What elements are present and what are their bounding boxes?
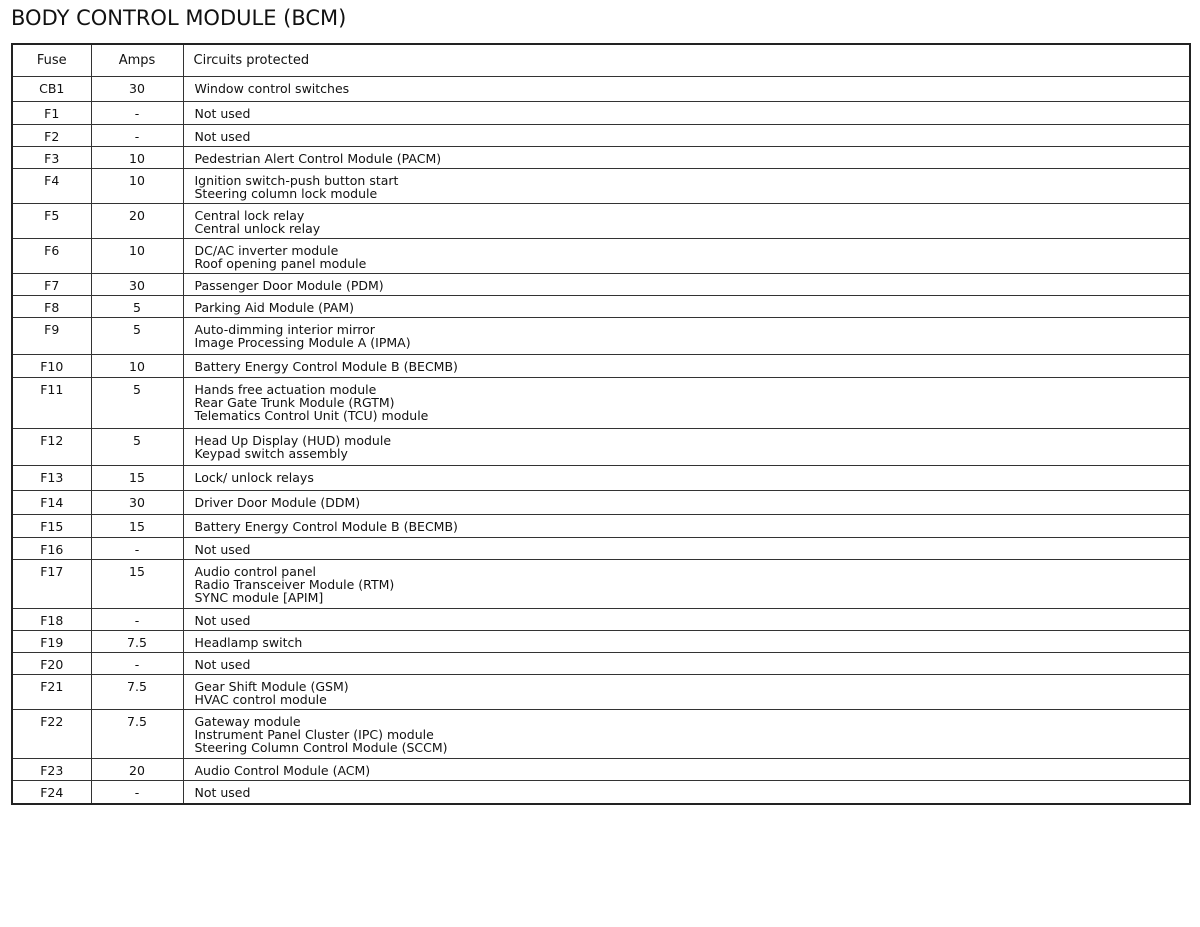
fuse-cell: F17 xyxy=(12,560,91,609)
table-header-row xyxy=(12,44,1190,77)
circuit-line: Gear Shift Module (GSM) xyxy=(194,679,349,694)
amps-cell: 10 xyxy=(91,147,183,169)
circuits-cell xyxy=(183,515,1190,538)
amps-cell: 30 xyxy=(91,274,183,296)
amps-cell: 7.5 xyxy=(91,710,183,759)
circuit-line: Lock/ unlock relays xyxy=(194,470,314,485)
circuits-cell xyxy=(183,102,1190,125)
circuit-line: Not used xyxy=(194,613,251,628)
table-row xyxy=(12,675,1190,710)
amps-cell: - xyxy=(91,125,183,147)
circuits-cell xyxy=(183,77,1190,102)
circuit-line: Roof opening panel module xyxy=(194,256,367,271)
amps-cell: 30 xyxy=(91,491,183,515)
table-row xyxy=(12,239,1190,274)
amps-cell: 5 xyxy=(91,378,183,429)
amps-cell: - xyxy=(91,102,183,125)
amps-cell: 7.5 xyxy=(91,675,183,710)
table-body xyxy=(12,77,1190,804)
amps-cell: 30 xyxy=(91,77,183,102)
amps-cell: 5 xyxy=(91,296,183,318)
amps-cell: - xyxy=(91,609,183,631)
circuit-line: HVAC control module xyxy=(194,692,327,707)
circuits-cell xyxy=(183,274,1190,296)
circuit-line: Not used xyxy=(194,106,251,121)
amps-cell: 20 xyxy=(91,759,183,781)
circuits-cell xyxy=(183,781,1190,804)
amps-cell: 10 xyxy=(91,239,183,274)
circuit-line: Parking Aid Module (PAM) xyxy=(194,300,355,315)
circuits-cell xyxy=(183,759,1190,781)
amps-cell: 15 xyxy=(91,560,183,609)
circuit-line: Not used xyxy=(194,657,251,672)
circuits-cell xyxy=(183,125,1190,147)
fuse-cell: F8 xyxy=(12,296,91,318)
fuse-cell: F9 xyxy=(12,318,91,355)
table-row xyxy=(12,631,1190,653)
fuse-cell: F10 xyxy=(12,355,91,378)
fuse-cell: F21 xyxy=(12,675,91,710)
circuit-line: Audio control panel xyxy=(194,564,316,579)
fuse-cell: F3 xyxy=(12,147,91,169)
table-row xyxy=(12,710,1190,759)
circuits-cell xyxy=(183,239,1190,274)
table-row xyxy=(12,781,1190,804)
circuit-line: Auto-dimming interior mirror xyxy=(194,322,375,337)
table-row xyxy=(12,491,1190,515)
circuit-line: Audio Control Module (ACM) xyxy=(194,763,371,778)
circuits-cell xyxy=(183,631,1190,653)
column-header-fuse: Fuse xyxy=(12,44,91,77)
circuit-line: SYNC module [APIM] xyxy=(194,590,324,605)
circuit-line: Pedestrian Alert Control Module (PACM) xyxy=(194,151,442,166)
amps-cell: 7.5 xyxy=(91,631,183,653)
table-row xyxy=(12,515,1190,538)
circuits-cell xyxy=(183,560,1190,609)
table-row xyxy=(12,560,1190,609)
fuse-cell: F13 xyxy=(12,466,91,491)
circuits-cell xyxy=(183,710,1190,759)
circuit-line: Battery Energy Control Module B (BECMB) xyxy=(194,519,458,534)
fuse-cell: CB1 xyxy=(12,77,91,102)
circuit-line: Headlamp switch xyxy=(194,635,303,650)
circuits-cell xyxy=(183,429,1190,466)
amps-cell: 15 xyxy=(91,515,183,538)
table-row xyxy=(12,274,1190,296)
circuit-line: Gateway module xyxy=(194,714,301,729)
amps-cell: - xyxy=(91,538,183,560)
fuse-cell: F5 xyxy=(12,204,91,239)
circuit-line: Ignition switch-push button start xyxy=(194,173,399,188)
circuit-line: Steering Column Control Module (SCCM) xyxy=(194,740,448,755)
table-row xyxy=(12,147,1190,169)
circuit-line: Not used xyxy=(194,129,251,144)
circuits-cell xyxy=(183,466,1190,491)
fuse-cell: F6 xyxy=(12,239,91,274)
circuits-cell xyxy=(183,609,1190,631)
column-header-circuits: Circuits protected xyxy=(183,44,1190,77)
fuse-table xyxy=(11,43,1191,805)
circuit-line: Radio Transceiver Module (RTM) xyxy=(194,577,395,592)
circuit-line: Window control switches xyxy=(194,81,350,96)
fuse-cell: F18 xyxy=(12,609,91,631)
table-row xyxy=(12,653,1190,675)
fuse-cell: F15 xyxy=(12,515,91,538)
circuits-cell xyxy=(183,675,1190,710)
amps-cell: - xyxy=(91,781,183,804)
table-row xyxy=(12,429,1190,466)
circuits-cell xyxy=(183,147,1190,169)
circuits-cell xyxy=(183,378,1190,429)
page-title: BODY CONTROL MODULE (BCM) xyxy=(11,6,347,30)
table-row xyxy=(12,355,1190,378)
circuit-line: Not used xyxy=(194,542,251,557)
circuit-line: Central lock relay xyxy=(194,208,305,223)
fuse-cell: F16 xyxy=(12,538,91,560)
amps-cell: 10 xyxy=(91,355,183,378)
circuits-cell xyxy=(183,491,1190,515)
fuse-cell: F4 xyxy=(12,169,91,204)
fuse-cell: F7 xyxy=(12,274,91,296)
amps-cell: 10 xyxy=(91,169,183,204)
circuit-line: Keypad switch assembly xyxy=(194,446,348,461)
table-row xyxy=(12,125,1190,147)
table-row xyxy=(12,318,1190,355)
table-row xyxy=(12,466,1190,491)
table-row xyxy=(12,77,1190,102)
circuit-line: Telematics Control Unit (TCU) module xyxy=(194,408,429,423)
circuit-line: Head Up Display (HUD) module xyxy=(194,433,392,448)
circuit-line: Passenger Door Module (PDM) xyxy=(194,278,384,293)
circuit-line: Battery Energy Control Module B (BECMB) xyxy=(194,359,458,374)
amps-cell: 5 xyxy=(91,429,183,466)
circuits-cell xyxy=(183,355,1190,378)
circuits-cell xyxy=(183,318,1190,355)
circuit-line: Central unlock relay xyxy=(194,221,321,236)
amps-cell: 20 xyxy=(91,204,183,239)
table-row xyxy=(12,538,1190,560)
circuits-cell xyxy=(183,169,1190,204)
table-row xyxy=(12,102,1190,125)
circuit-line: Image Processing Module A (IPMA) xyxy=(194,335,411,350)
fuse-cell: F24 xyxy=(12,781,91,804)
table-row xyxy=(12,378,1190,429)
fuse-cell: F19 xyxy=(12,631,91,653)
circuit-line: Steering column lock module xyxy=(194,186,378,201)
fuse-cell: F11 xyxy=(12,378,91,429)
amps-cell: - xyxy=(91,653,183,675)
circuit-line: Instrument Panel Cluster (IPC) module xyxy=(194,727,434,742)
table-row xyxy=(12,169,1190,204)
fuse-cell: F14 xyxy=(12,491,91,515)
circuit-line: Not used xyxy=(194,785,251,800)
fuse-cell: F2 xyxy=(12,125,91,147)
fuse-cell: F20 xyxy=(12,653,91,675)
circuit-line: Hands free actuation module xyxy=(194,382,377,397)
circuits-cell xyxy=(183,653,1190,675)
column-header-amps: Amps xyxy=(91,44,183,77)
fuse-cell: F12 xyxy=(12,429,91,466)
table-row xyxy=(12,296,1190,318)
fuse-cell: F23 xyxy=(12,759,91,781)
circuits-cell xyxy=(183,538,1190,560)
table-row xyxy=(12,609,1190,631)
table-row xyxy=(12,759,1190,781)
amps-cell: 15 xyxy=(91,466,183,491)
fuse-cell: F22 xyxy=(12,710,91,759)
amps-cell: 5 xyxy=(91,318,183,355)
circuit-line: Rear Gate Trunk Module (RGTM) xyxy=(194,395,395,410)
fuse-cell: F1 xyxy=(12,102,91,125)
table-row xyxy=(12,204,1190,239)
circuit-line: DC/AC inverter module xyxy=(194,243,339,258)
circuit-line: Driver Door Module (DDM) xyxy=(194,495,361,510)
circuits-cell xyxy=(183,296,1190,318)
circuits-cell xyxy=(183,204,1190,239)
